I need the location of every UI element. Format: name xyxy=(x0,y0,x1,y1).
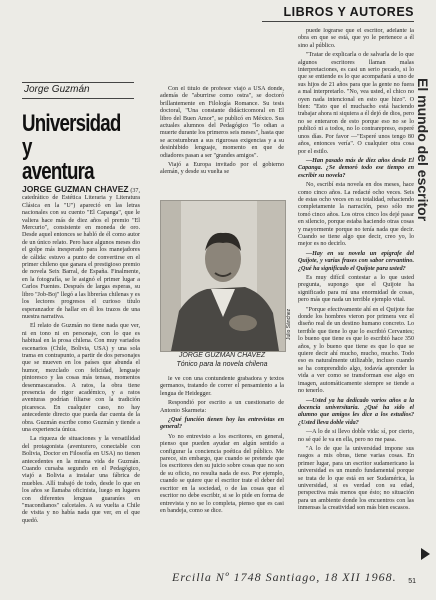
page-number: 51 xyxy=(408,578,416,585)
author-rule-bottom xyxy=(22,98,134,99)
author-rule xyxy=(22,82,134,83)
photo-credit-box xyxy=(286,300,294,340)
col3-p2: "Tratar de explicarla o de salvarla de lo que algunos escritores llaman malas interpretaciones, es casi un serio pecado, si lo que se entiende es lo que acompañará a uno de sus hijos de 21 años para que la gente no fuera a mal interpretarlo. "No, vea usted, el chico no oyen nada intencional en esto que hizo". O bien: "Esto que el muchacho está haciendo trabajar ahora ni siquiera a él dejó de dios, pero no se enteraron de esto porque eso no se lo publicó ni a todos, no lo contrarepreso, esperé unos días. Por favor —"Esperé unos tengo 80 años, entonces vería". O cualquier otra cosa por el estilo. xyxy=(298,52,414,155)
col2b-question: ¿Qué función tienen hoy las entrevistas en general? xyxy=(160,417,284,431)
section-title: LIBROS Y AUTORES xyxy=(283,5,414,19)
col2b-p2: Respondió por escrito a un cuestionario de Antonio Skarmeta: xyxy=(160,400,284,414)
column-3 xyxy=(298,28,414,566)
col2-p2: Viajó a Europa invitado por el gobierno alemán, y desde su vuelta se xyxy=(160,162,284,176)
title-line-1: Universidad xyxy=(22,110,121,137)
col1-p1: (37, catedrático de Estética Literaria y Literatura Clásica en la "U") apareció en las letras nacionales con su cuento "El Capanga", que le valiera hace más de diez años el premio "El Mercurio", consistente en moneda de oro. Desde aquel entonces se habló de él como autor de un único relato. Pero hace algunos meses dio el golpe más inesperado para los manejadores de cálida: estuvo a punto de convertirse en el primer chileno que ganara el prestigioso premio de novela Seix Barral, de España. Finalmente, en la fotografía, se le asignó el primer lugar a Carlos Fuentes. Después de largas esperas, su libro "Job-Boj" llegó a las librerías chilenas y es los lectores progresos el curioso título esperanzador de hallar en él los trazos de una nuestra narrativa. xyxy=(22,188,140,320)
photo-caption xyxy=(160,352,284,369)
continue-arrow-icon xyxy=(421,548,430,560)
photo-illustration xyxy=(161,201,285,351)
col2-p1: Con el título de profesor viajó a USA donde, además de "aburrirse como ostra", se doctoró brillantemente en Filología Romance. Su tesis doctoral, "Una constante didácticomoral en El libro del Buen Amor", se publicó en México. Sus actuales alumnos del Pedagógico "lo odian a muerte durante los primeros seis meses", hasta que se acostumbran a sus rigurosas exigencias y a su desinhibido lenguaje, momento en que de odiadores pasan a ser "grandes amigos". xyxy=(160,86,284,159)
col3-question-1: —Han pasado más de diez años desde El Capanga. ¿Se demoró todo ese tiempo en escribir su novela? xyxy=(298,157,414,179)
col3-question-3: —Usted ya ha dedicado varios años a la docencia universitaria. ¿Qué ha sido el alumno que amigos les dice a los estudios? ¿Usted lleva doble vida? xyxy=(298,397,414,426)
col2b-p1: le ve con una contundente grabadora y textos germanos, tratando de correr el pensamiento a la lengua de Heidegger. xyxy=(160,376,284,397)
author-byline: Jorge Guzmán xyxy=(24,84,90,95)
caption-text: Tónico para la novela chilena xyxy=(176,360,268,368)
col3-p9: —A lo de si llevo doble vida: sí, por cierto, no sé qué le va en ella, pero no me pasa. xyxy=(298,429,414,443)
title-line-3: aventura xyxy=(22,158,94,185)
title-line-2: y xyxy=(22,134,32,161)
col1-p3: La riqueza de situaciones y la versatilidad del protagonista (aventurero, conectable con Bolivia, Doctor en Filosofía en USA) no tienen antecedentes en la misma vida de Guzmán. Cuando cursaba segundo en el Pedagógico, viajó a Bolivia a instalar una fábrica de muebles. Allí trabajó de todo, desde lo que en los años se llamaba oficinista, luego en lugares con diferentes lenguas guaraníes en "macondianos" calcetales. A su vuelta a Chile de visita y no había nada que ver, en el que quedó. xyxy=(22,436,140,524)
handwritten-note: Ercilla Nº 1748 Santiago, 18 XII 1968. xyxy=(172,570,397,584)
column-2-bottom xyxy=(160,376,284,566)
author-photo xyxy=(160,200,286,352)
col3-p6: Es muy difícil contestar a lo que usted pregunta, supongo que el Quijote ha significado para mí una enormidad de cosas, pero más que nada un terrible ejemplo vital. xyxy=(298,275,414,304)
col3-p10: "A lo de que la universidad impone sus rasgos a mis obras, tiene varias cosas. En primer lugar, para un escritor sudamericano la universidad es un mundo fundamental porque se trata de lo que está en ser Sudamérica, la universidad, si es verdad con su edad, perspectiva más menos que ésto; no situación para un ambiente donde los encuentros con las inmensas la creatividad son más bien escasos. xyxy=(298,445,414,512)
col2b-p4: Yo no entrevisto a los escritores, en general, pienso que pueden ayudar en algún sentido a configurar la conciencia poética del público. Me parece, sin embargo, que cuando se pretende que los escritores den su juicio sobre cosas que no son de su oficio, no resulta nada de eso. Por ejemplo, cuando se quiere que el escritor trate el deber del escritor en la sociedad, o de las cosas que el escritor no debe escribir, si se lo pide en forma de entrevista y no se lo completa, pienso que es casi en bandeja, como se dice. xyxy=(160,433,284,514)
col3-p1: puede lograrse que el escritor, adelante la obra en que se está, que yo le pertenece a él sino al público. xyxy=(298,28,414,49)
lead-caps: JORGE GUZMAN CHAVEZ xyxy=(22,186,129,194)
sidebar-text: El mundo del escritor xyxy=(415,78,431,222)
col3-p4: No, escribí esta novela en dos meses, hace como cinco años. La redacté ocho veces. Seis de estas ocho veces en su totalidad, rehaciendo completamente la narración, peso sólo me tomó cinco años. Los otros cinco los dejé pasar en silencio, porque estaba haciendo otras cosas y mayormente porque no tenía nada que decir. Cuando se tiene algo que decir, creo yo, lo mejor es no decirlo. xyxy=(298,182,414,248)
column-1 xyxy=(22,186,140,564)
col3-p7: "Porque efectivamente ahí en el Quijote fue donde los hombres vieron por primera vez el diseño real de un destino humano concreto. Lo terrible que tiene lo que lo escribió Cervantes; lo bueno que tiene es que lo escribió hace 350 años, y lo bueno que tiene es que lo que se quiere decir ahí mucho, mucho, mucho. Todo eso es naturalmente utilizable, incluso cuando se ha comprendido algo, todavía aprender la vida a ver como se transforman ese algo en imagen, automáticamente siempre se tiende a no tenerlo. xyxy=(298,306,414,395)
col3-question-2: —Hay en su novela un epígrafe del Quijote, y varias frases con sabor cervantino. ¿Qué ha significado el Quijote para usted? xyxy=(298,250,414,272)
col1-p2: El relato de Guzmán no tiene nada que ver, ni en tono ni en personaje, con lo que es habitual en la prosa chilena. Con muy variados escenarios (Chile, Bolivia, USA) y una sola trama en contrapunto, a partir de dos personajes que se mueven en los países que abunda el humor, mezclado con felicidad, lenguaje pintoresco y las cosas más tensas, momentos desenmascarados. A ratos, la obra tiene presencia de rigor académico, y a ratos aventuras podrían filiarse con la tradición picaresca. En cualquier caso, no hay antecedente directo que pueda dar cuenta de la obra. Guzmán escribe como Guzmán y tiende a una experiencia única. xyxy=(22,323,140,433)
photo-credit: Julio Sánchez xyxy=(286,308,292,340)
article-title xyxy=(22,110,121,185)
sidebar-banner xyxy=(416,80,434,290)
column-2-top xyxy=(160,86,284,196)
caption-name: JORGE GUZMAN CHAVEZ xyxy=(178,352,266,359)
header-rule xyxy=(262,21,414,22)
